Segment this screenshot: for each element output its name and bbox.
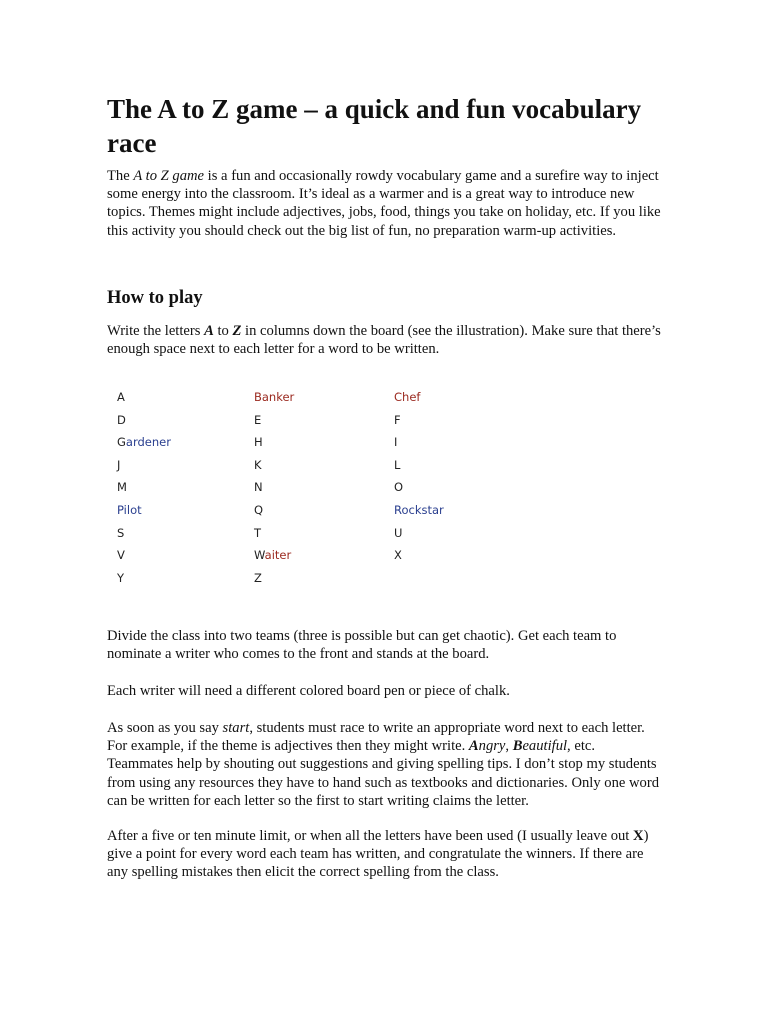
board-letter: Y (117, 570, 125, 585)
write-letters-paragraph (107, 322, 663, 358)
board-word: ardener (125, 435, 171, 450)
board-letter: M (117, 480, 127, 495)
intro-paragraph (107, 167, 663, 240)
board-letter: G (117, 435, 126, 450)
board-entry (117, 499, 247, 522)
text-run: ngry (478, 738, 506, 755)
text-run: A (204, 323, 214, 339)
text-run: After a five or ten minute limit, or when all the letters have been used (I usually leave out (107, 828, 634, 844)
board-letter: Chef (394, 390, 421, 404)
board-column-3 (394, 386, 524, 567)
divide-class-paragraph (107, 627, 663, 663)
board-letter: Rockstar (394, 502, 444, 517)
board-letter: Banker (254, 390, 295, 404)
board-letter: W (254, 548, 265, 563)
board-entry (394, 454, 524, 477)
board-letter: Z (254, 570, 262, 585)
board-entry (117, 454, 247, 477)
board-entry (117, 544, 247, 567)
board-entry (117, 522, 247, 545)
board-letter: D (117, 412, 126, 427)
board-entry (394, 544, 524, 567)
board-entry (254, 431, 384, 454)
board-letter: K (254, 457, 262, 472)
board-entry (394, 476, 524, 499)
board-letter: F (394, 412, 401, 427)
board-letter: N (254, 480, 263, 495)
after-limit-paragraph (107, 827, 663, 882)
board-entry (394, 522, 524, 545)
board-letter: Pilot (117, 502, 142, 517)
board-letter: J (117, 457, 121, 472)
board-entry (394, 499, 524, 522)
text-run: Each writer will need a different colored board pen or piece of chalk. (107, 683, 510, 699)
board-column-1 (117, 386, 247, 589)
alphabet-board-illustration (117, 386, 457, 586)
page-title: The A to Z game – a quick and fun vocabulary race (107, 94, 642, 158)
text-run: Write the letters (107, 323, 205, 339)
text-run: , (505, 738, 513, 755)
text-run: ) give a point for every word each team has written, and congratulate the winners. If there are any spelling mistakes then elicit the correct spelling from the class. (107, 828, 649, 881)
board-word: aiter (264, 548, 292, 563)
board-entry (254, 454, 384, 477)
board-letter: A (117, 390, 125, 404)
text-run: in columns down the board (see the illustration). Make sure that there’s enough space next to each letter for a word to be written. (107, 323, 661, 358)
text-run: B (512, 738, 523, 755)
board-letter: T (254, 525, 262, 540)
text-run: is a fun and occasionally rowdy vocabulary game and a surefire way to inject some energy into the classroom. It’s ideal as a warmer and is a great way to introduce new topics. Themes might include adjectives, jobs, food, things you take on holiday, etc. If you like this activity you should check out the big list of fun, no preparation warm-up activities. (107, 168, 661, 239)
text-run: , students must race to write an appropriate word next to each letter. For example, if the theme is adjectives then they might write. (107, 720, 645, 755)
board-entry (117, 386, 247, 409)
board-entry (254, 386, 384, 409)
board-entry (117, 409, 247, 432)
text-run: to (213, 323, 233, 339)
board-letter: E (254, 412, 262, 427)
text-run: , etc. Teammates help by shouting out suggestions and giving spelling tips. I don’t stop my students from using any resources they have to hand such as textbooks and dictionaries. Only one word can be written for each letter so the first to start writing claims the letter. (107, 738, 659, 809)
board-entry (254, 522, 384, 545)
board-entry (254, 499, 384, 522)
text-run: start (222, 720, 250, 736)
board-letter: Q (254, 502, 264, 517)
board-letter: U (394, 525, 403, 540)
board-entry (254, 409, 384, 432)
text-run: Z (232, 323, 242, 339)
text-run: A to Z game (133, 168, 205, 184)
text-run: The (107, 168, 134, 184)
text-run: X (633, 828, 644, 844)
board-entry (117, 567, 247, 590)
board-letter: O (394, 480, 404, 495)
board-letter: L (394, 457, 401, 472)
board-entry (394, 386, 524, 409)
how-to-play-heading: How to play (107, 288, 203, 308)
board-entry (117, 431, 247, 454)
as-soon-as-paragraph (107, 719, 663, 810)
board-entry (254, 567, 384, 590)
board-letter: X (394, 548, 402, 563)
board-entry (394, 409, 524, 432)
board-entry (254, 476, 384, 499)
board-letter: H (254, 435, 263, 450)
board-entry (117, 476, 247, 499)
text-run: eautiful (522, 738, 568, 755)
text-run: As soon as you say (107, 720, 223, 736)
board-letter: S (117, 525, 125, 540)
text-run: A (468, 738, 479, 755)
board-entry (394, 431, 524, 454)
text-run: Divide the class into two teams (three is possible but can get chaotic). Get each team to nominate a writer who comes to the front and stands at the board. (107, 628, 617, 663)
board-entry (254, 544, 384, 567)
each-writer-paragraph (107, 682, 663, 700)
board-letter: I (394, 435, 398, 450)
board-letter: V (117, 548, 125, 563)
board-column-2 (254, 386, 384, 589)
